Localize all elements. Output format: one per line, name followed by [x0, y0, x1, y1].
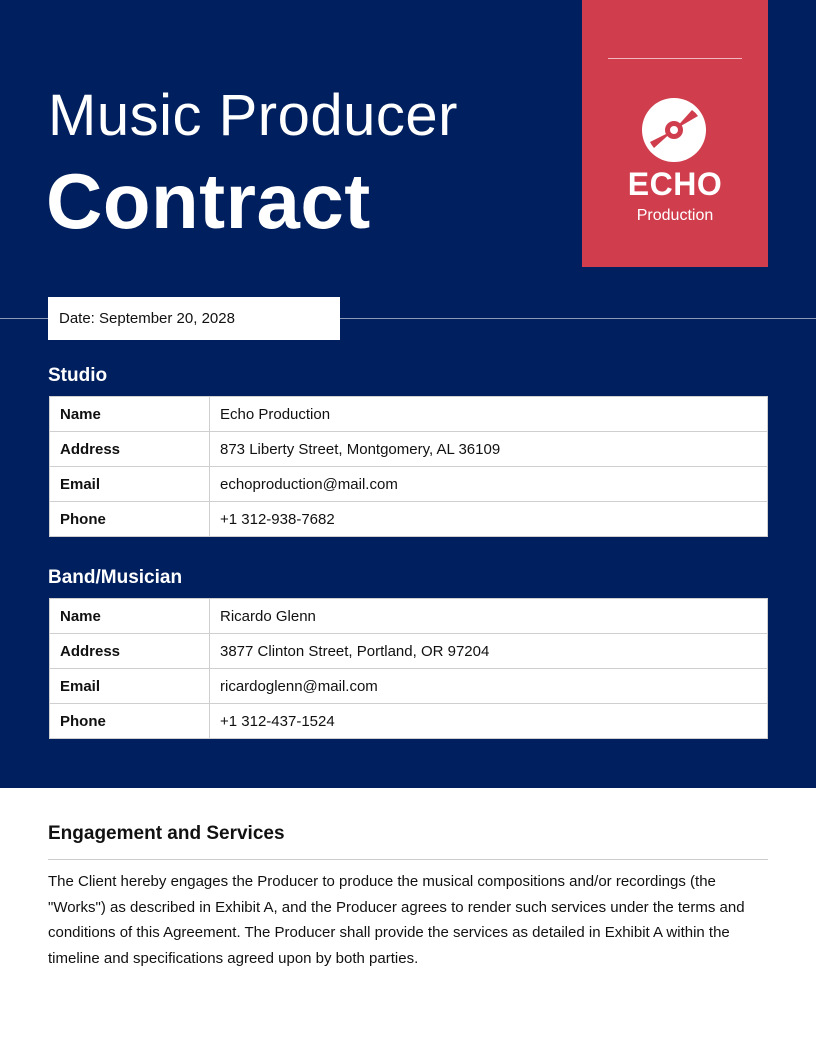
table-row — [50, 669, 768, 704]
studio-phone-value: +1 312-938-7682 — [210, 502, 768, 537]
table-row — [50, 599, 768, 634]
title-line-1: Music Producer — [48, 83, 458, 148]
band-table — [49, 598, 768, 739]
studio-table — [49, 396, 768, 537]
band-email-value: ricardoglenn@mail.com — [210, 669, 768, 704]
logo-panel — [582, 0, 768, 267]
band-section-title: Band/Musician — [48, 567, 183, 588]
vinyl-disc-icon — [640, 96, 708, 164]
table-row — [50, 467, 768, 502]
studio-phone-label: Phone — [50, 502, 210, 537]
logo-divider — [608, 58, 742, 59]
table-row — [50, 634, 768, 669]
band-address-label: Address — [50, 634, 210, 669]
logo-subtitle: Production — [636, 207, 714, 224]
band-name-label: Name — [50, 599, 210, 634]
logo-name: ECHO — [627, 166, 723, 202]
table-row — [50, 432, 768, 467]
band-address-value: 3877 Clinton Street, Portland, OR 97204 — [210, 634, 768, 669]
table-row — [50, 704, 768, 739]
band-phone-label: Phone — [50, 704, 210, 739]
studio-name-label: Name — [50, 397, 210, 432]
studio-address-label: Address — [50, 432, 210, 467]
title-line-2: Contract — [46, 157, 371, 245]
engagement-title: Engagement and Services — [48, 823, 285, 844]
engagement-body: The Client hereby engages the Producer to produce the musical compositions and/or recordings (the "Works") as described in Exhibit A, and the Producer agrees to render such services under the terms and conditions of this Agreement. The Producer shall provide the services as detailed in Exhibit A within the timeline and specifications agreed upon by both parties. — [48, 873, 745, 967]
date-field: Date: September 20, 2028 — [48, 297, 340, 340]
table-row — [50, 502, 768, 537]
studio-section-title: Studio — [48, 365, 108, 386]
band-phone-value: +1 312-437-1524 — [210, 704, 768, 739]
studio-address-value: 873 Liberty Street, Montgomery, AL 36109 — [210, 432, 768, 467]
studio-email-value: echoproduction@mail.com — [210, 467, 768, 502]
studio-email-label: Email — [50, 467, 210, 502]
band-name-value: Ricardo Glenn — [210, 599, 768, 634]
band-email-label: Email — [50, 669, 210, 704]
table-row — [50, 397, 768, 432]
engagement-divider — [48, 859, 768, 860]
studio-name-value: Echo Production — [210, 397, 768, 432]
